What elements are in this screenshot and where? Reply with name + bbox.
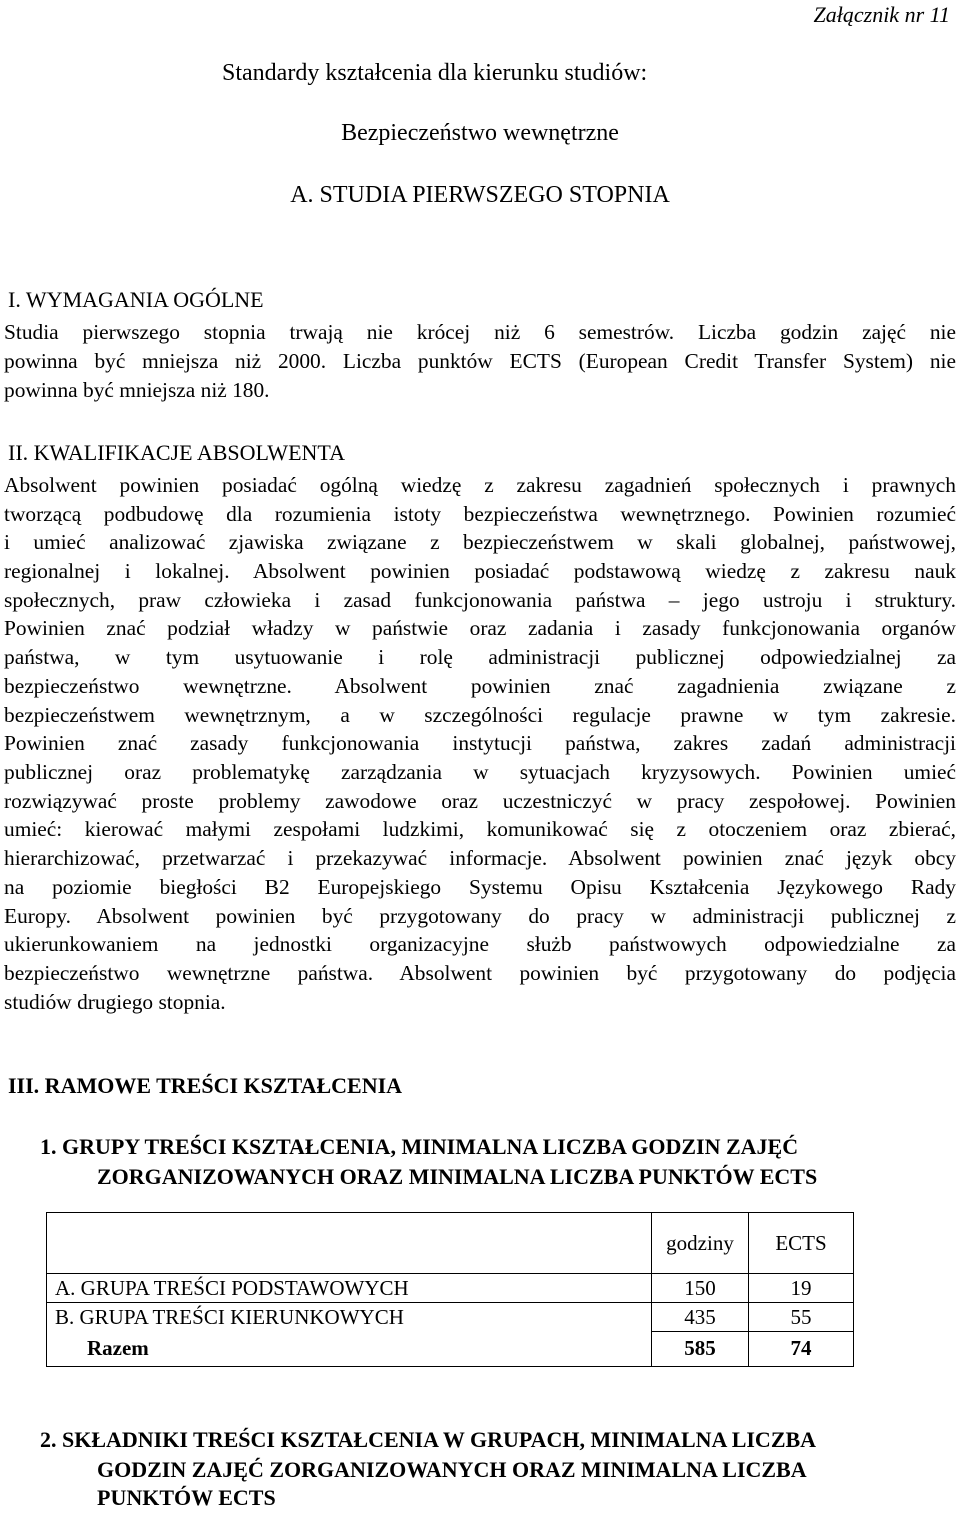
section-1-heading: I. WYMAGANIA OGÓLNE xyxy=(8,287,264,312)
field-of-study-title: Bezpieczeństwo wewnętrzne xyxy=(341,120,619,146)
text-line: bezpieczeństwem wewnętrznym, a w szczególności regulacje prawne w tym zakresie. xyxy=(4,703,956,727)
subsection-2-heading: 2. SKŁADNIKI TREŚCI KSZTAŁCENIA W GRUPACH, MINIMALNA LICZBA xyxy=(40,1427,817,1452)
study-level-title: A. STUDIA PIERWSZEGO STOPNIA xyxy=(290,182,670,208)
text-line: Powinien znać zasady funkcjonowania instytucji państwa, zakres zadań administracji xyxy=(4,731,956,755)
content-groups-table xyxy=(46,1212,854,1367)
text-line: umieć: kierować małymi zespołami ludzkimi, komunikować się z otoczeniem oraz zbierać, xyxy=(4,817,956,841)
section-3-heading: III. RAMOWE TREŚCI KSZTAŁCENIA xyxy=(8,1073,403,1098)
annex-label: Załącznik nr 11 xyxy=(813,2,950,27)
total-hours: 585 xyxy=(652,1332,749,1367)
section-2-heading: II. KWALIFIKACJE ABSOLWENTA xyxy=(8,440,345,465)
text-line: na poziomie biegłości B2 Europejskiego Systemu Opisu Kształcenia Językowego Rady xyxy=(4,875,956,899)
total-ects: 74 xyxy=(749,1332,854,1367)
text-line: bezpieczeństwo wewnętrzne państwa. Absolwent powinien być przygotowany do podjęcia xyxy=(4,961,956,985)
text-line: bezpieczeństwo wewnętrzne. Absolwent powinien znać zagadnienia związane z xyxy=(4,674,956,698)
text-line: hierarchizować, przetwarzać i przekazywać informacje. Absolwent powinien znać język obcy xyxy=(4,846,956,870)
text-line: ukierunkowaniem na jednostki organizacyjne służb państwowych odpowiedzialne za xyxy=(4,932,956,956)
subsection-2-heading-cont-2: PUNKTÓW ECTS xyxy=(97,1485,276,1510)
text-line: Absolwent powinien posiadać ogólną wiedzę z zakresu zagadnień społecznych i prawnych xyxy=(4,473,956,497)
total-label: Razem xyxy=(47,1332,652,1367)
text-line: powinna być mniejsza niż 180. xyxy=(4,378,270,402)
group-hours: 150 xyxy=(652,1274,749,1303)
text-line: regionalnej i lokalnej. Absolwent powinien posiadać podstawową wiedzę z zakresu nauk xyxy=(4,559,956,583)
text-line: powinna być mniejsza niż 2000. Liczba punktów ECTS (European Credit Transfer System) nie xyxy=(4,349,956,373)
text-line: państwa, w tym usytuowanie i rolę administracji publicznej odpowiedzialnej za xyxy=(4,645,956,669)
table-total-row xyxy=(47,1332,854,1367)
subsection-1-heading: 1. GRUPY TREŚCI KSZTAŁCENIA, MINIMALNA LICZBA GODZIN ZAJĘĆ xyxy=(40,1134,799,1159)
subsection-1-heading-cont: ZORGANIZOWANYCH ORAZ MINIMALNA LICZBA PUNKTÓW ECTS xyxy=(97,1164,818,1189)
table-header-row xyxy=(47,1213,854,1274)
table-row xyxy=(47,1303,854,1332)
text-line: Powinien znać podział władzy w państwie oraz zadania i zasady funkcjonowania organów xyxy=(4,616,956,640)
document-title: Standardy kształcenia dla kierunku studiów: xyxy=(222,60,648,86)
group-hours: 435 xyxy=(652,1303,749,1332)
text-line: i umieć analizować zjawiska związane z bezpieczeństwem w skali globalnej, państwowej, xyxy=(4,530,956,554)
text-line: społecznych, praw człowieka i zasad funkcjonowania państwa – jego ustroju i struktury. xyxy=(4,588,956,612)
table-header-ects: ECTS xyxy=(749,1213,854,1274)
group-name: B. GRUPA TREŚCI KIERUNKOWYCH xyxy=(47,1303,652,1332)
text-line: Studia pierwszego stopnia trwają nie krócej niż 6 semestrów. Liczba godzin zajęć nie xyxy=(4,320,956,344)
table-header-empty xyxy=(47,1213,652,1274)
text-line: Europy. Absolwent powinien być przygotowany do pracy w administracji publicznej z xyxy=(4,904,956,928)
subsection-2-heading-cont: GODZIN ZAJĘĆ ZORGANIZOWANYCH ORAZ MINIMALNA LICZBA xyxy=(97,1457,807,1482)
group-ects: 19 xyxy=(749,1274,854,1303)
table-header-hours: godziny xyxy=(652,1213,749,1274)
text-line: tworzącą podbudowę dla rozumienia istoty bezpieczeństwa wewnętrznego. Powinien rozumieć xyxy=(4,502,956,526)
table-row xyxy=(47,1274,854,1303)
group-name: A. GRUPA TREŚCI PODSTAWOWYCH xyxy=(47,1274,652,1303)
text-line: rozwiązywać proste problemy zawodowe oraz uczestniczyć w pracy zespołowej. Powinien xyxy=(4,789,956,813)
text-line: publicznej oraz problematykę zarządzania w sytuacjach kryzysowych. Powinien umieć xyxy=(4,760,956,784)
group-ects: 55 xyxy=(749,1303,854,1332)
text-line: studiów drugiego stopnia. xyxy=(4,990,226,1014)
